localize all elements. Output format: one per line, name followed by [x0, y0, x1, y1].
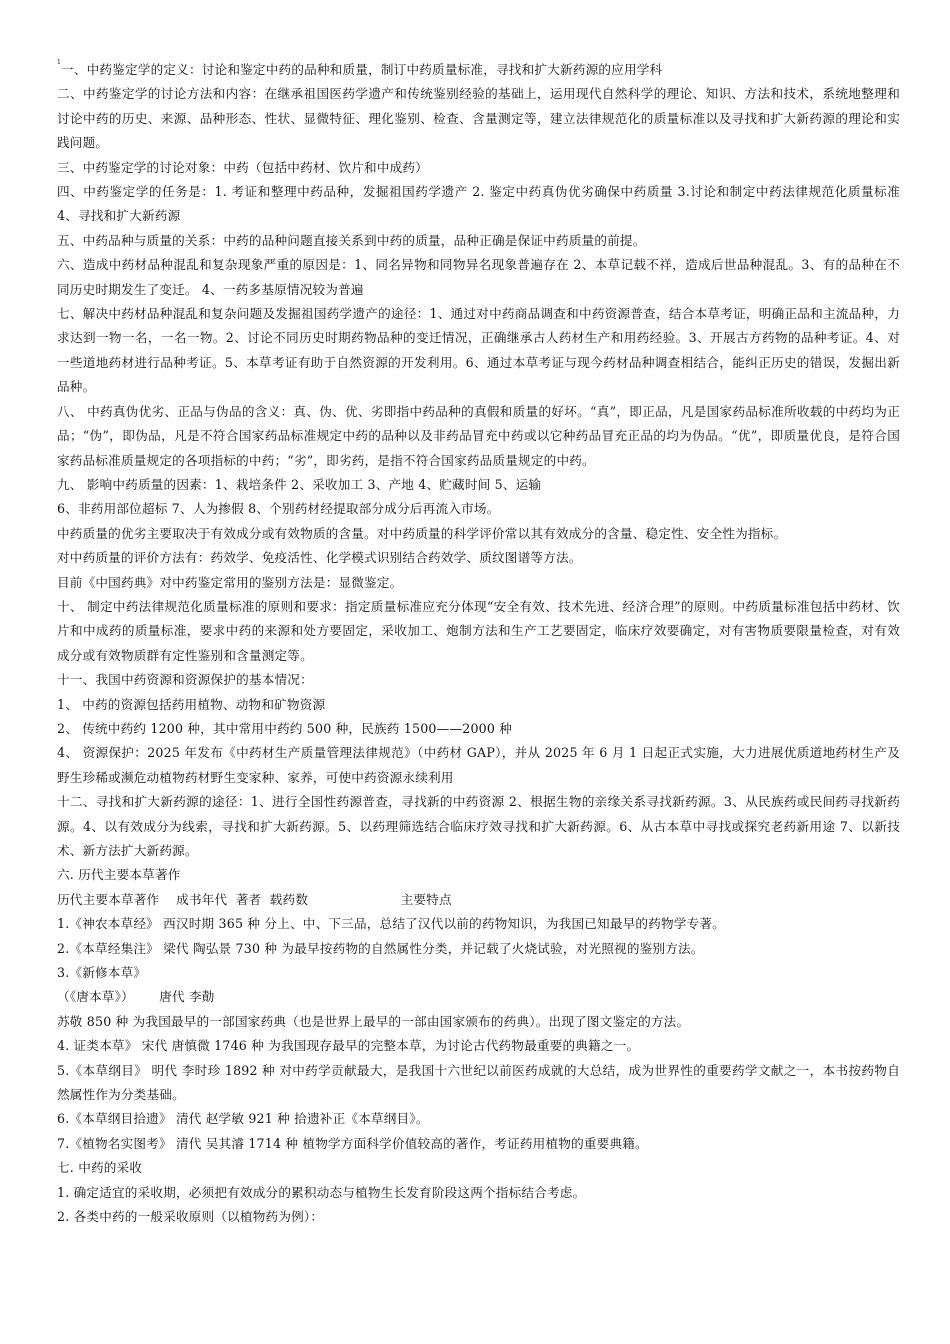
- paragraph-confusion-causes: 六、造成中药材品种混乱和复杂现象严重的原因是：1、同名异物和同物异名现象普遍存在 2、本草记载不祥，造成后世品种混乱。3、有的品种在不同历史时期发生了变迁。 4、一药多基原情况较为普遍: [57, 257, 900, 297]
- paragraph-methods: 二、中药鉴定学的讨论方法和内容：在继承祖国医药学遗产和传统鉴别经验的基础上，运用现代自然科学的理论、知识、方法和技术，系统地整理和讨论中药的历史、来源、品种形态、性状、显微特征、理化鉴别、检查、含量测定等，建立法律规范化的质量标准以及寻找和扩大新药源的理论和实践问题。: [57, 86, 900, 151]
- harvest-item-2: 2. 各类中药的一般采收原则（以植物药为例）：: [57, 1209, 324, 1225]
- paragraph-resources-heading: 十一、我国中药资源和资源保护的基本情况：: [57, 672, 313, 688]
- paragraph-quality-factors: 九、 影响中药质量的因素：1、栽培条件 2、采收加工 3、产地 4、贮藏时间 5、运输: [57, 476, 542, 492]
- paragraph-resources-4: 4、 资源保护：2025 年发布《中药材生产质量管理法律规范》（中药材 GAP），并从 2025 年 6 月 1 日起正式实施，大力进展优质道地药材生产及野生珍稀或濒危动植物药材野生变家种、家养，可使中药资源永续利用: [57, 745, 900, 785]
- section-heading-harvest: 七. 中药的采收: [57, 1160, 143, 1176]
- paragraph-solutions: 七、解决中药材品种混乱和复杂问题及发掘祖国药学遗产的途径：1、通过对中药商品调查和中药资源普查，结合本草考证，明确正品和主流品种，力求达到一物一名，一名一物。2、讨论不同历史时期药物品种的变迁情况，正确继承古人药材生产和用药经验。3、开展古方药物的品种考证。4、对一些道地药材进行品种考证。5、本草考证有助于自然资源的开发利用。6、通过本草考证与现今药材品种调查相结合，能纠正历史的错误，发掘出新品种。: [57, 306, 900, 395]
- paragraph-standards: 十、 制定中药法律规范化质量标准的原则和要求：指定质量标准应充分体现“安全有效、技术先进、经济合理”的原则。中药质量标准包括中药材、饮片和中成药的质量标准，要求中药的来源和处方要固定，采收加工、炮制方法和生产工艺要固定，临床疗效要确定，对有害物质要限量检查，对有效成分或有效物质群有定性鉴别和含量测定等。: [57, 598, 900, 663]
- paragraph-variety-quality: 五、中药品种与质量的关系：中药的品种问题直接关系到中药的质量，品种正确是保证中药质量的前提。: [57, 232, 646, 248]
- paragraph-quality-factors-2: 6、非药用部位超标 7、人为掺假 8、个别药材经提取部分成分后再流入市场。: [57, 501, 500, 517]
- paragraph-objects: 三、中药鉴定学的讨论对象：中药（包括中药材、饮片和中成药）: [57, 159, 429, 175]
- harvest-item-1: 1. 确定适宜的采收期，必须把有效成分的累积动态与植物生长发育阶段这两个指标结合考虑。: [57, 1184, 586, 1200]
- paragraph-definition: $^1$一、中药鉴定学的定义：讨论和鉴定中药的品种和质量，制订中药质量标准，寻找和扩大新药源的应用学科: [57, 59, 663, 77]
- paragraph-tasks: 四、中药鉴定学的任务是：1. 考证和整理中药品种，发掘祖国药学遗产 2. 鉴定中药真伪优劣确保中药质量 3.讨论和制定中药法律规范化质量标准 4、寻找和扩大新药源: [57, 184, 900, 224]
- herbals-row-3-sub: （《唐本草》） 唐代 李勣: [57, 989, 215, 1005]
- section-heading-herbals: 六. 历代主要本草著作: [57, 867, 181, 883]
- paragraph-evaluation-methods: 对中药质量的评价方法有：药效学、免疫活性、化学模式识别结合药效学、质纹图谱等方法。: [57, 550, 582, 566]
- herbals-row-4: 4. 证类本草》 宋代 唐慎微 1746 种 为我国现存最早的完整本草，为讨论古代药物最重要的典籍之一。: [57, 1038, 640, 1054]
- herbals-row-1: 1.《神农本草经》 西汉时期 365 种 分上、中、下三品，总结了汉代以前的药物知识，为我国已知最早的药物学专著。: [57, 916, 725, 932]
- herbals-row-7: 7.《植物名实图考》 清代 吴其濬 1714 种 植物学方面科学价值较高的著作，考证药用植物的重要典籍。: [57, 1135, 648, 1151]
- herbals-row-2: 2.《本草经集注》 梁代 陶弘景 730 种 为最早按药物的自然属性分类，并记载了火烧试验，对光照视的鉴别方法。: [57, 940, 704, 956]
- paragraph-resources-1: 1、 中药的资源包括药用植物、动物和矿物资源: [57, 696, 326, 712]
- herbals-table-header: 历代主要本草著作 成书年代 著者 载药数 主要特点: [57, 891, 452, 907]
- herbals-row-5: 5.《本草纲目》 明代 李时珍 1892 种 对中药学贡献最大，是我国十六世纪以前医药成就的大总结，成为世界性的重要药学文献之一，本书按药物自然属性作为分类基础。: [57, 1062, 900, 1103]
- herbals-row-3: 3.《新修本草》: [57, 965, 147, 981]
- herbals-row-6: 6.《本草纲目拾遗》 清代 赵学敏 921 种 拾遗补正《本草纲目》。: [57, 1111, 429, 1127]
- document-page: [57, 58, 900, 1230]
- herbals-row-3-detail: 苏敬 850 种 为我国最早的一部国家药典（也是世界上最早的一部由国家颁布的药典）。出现了图文鉴定的方法。: [57, 1013, 690, 1029]
- footnote-mark: 1: [57, 59, 62, 66]
- paragraph-pharmacopoeia: 目前《中国药典》对中药鉴定常用的鉴别方法是：显微鉴定。: [57, 574, 403, 590]
- paragraph-resources-2: 2、 传统中药约 1200 种，其中常用中药约 500 种，民族药 1500——2000 种: [57, 720, 513, 736]
- paragraph-authenticity: 八、 中药真伪优劣、正品与伪品的含义：真、伪、优、劣即指中药品种的真假和质量的好坏。“真”，即正品，凡是国家药品标准所收载的中药均为正品；“伪”，即伪品，凡是不符合国家药品标准规定中药的品种以及非药品冒充中药或以它种药品冒充正品的均为伪品。“优”，即质量优良，是符合国家药品标准质量规定的各项指标的中药；“劣”，即劣药，是指不符合国家药品质量规定的中药。: [57, 403, 900, 468]
- paragraph-quality-content: 中药质量的优劣主要取决于有效成分或有效物质的含量。对中药质量的科学评价常以其有效成分的含量、稳定性、安全性为指标。: [57, 525, 787, 541]
- paragraph-new-sources: 十二、寻找和扩大新药源的途径：1、进行全国性药源普查，寻找新的中药资源 2、根据生物的亲缘关系寻找新药源。3、从民族药或民间药寻找新药源。4、以有效成分为线索，寻找和扩大新药源。5、以药理筛选结合临床疗效寻找和扩大新药源。6、从古本草中寻找或探究老药新用途 7、以新技术、新方法扩大新药源。: [57, 794, 900, 858]
